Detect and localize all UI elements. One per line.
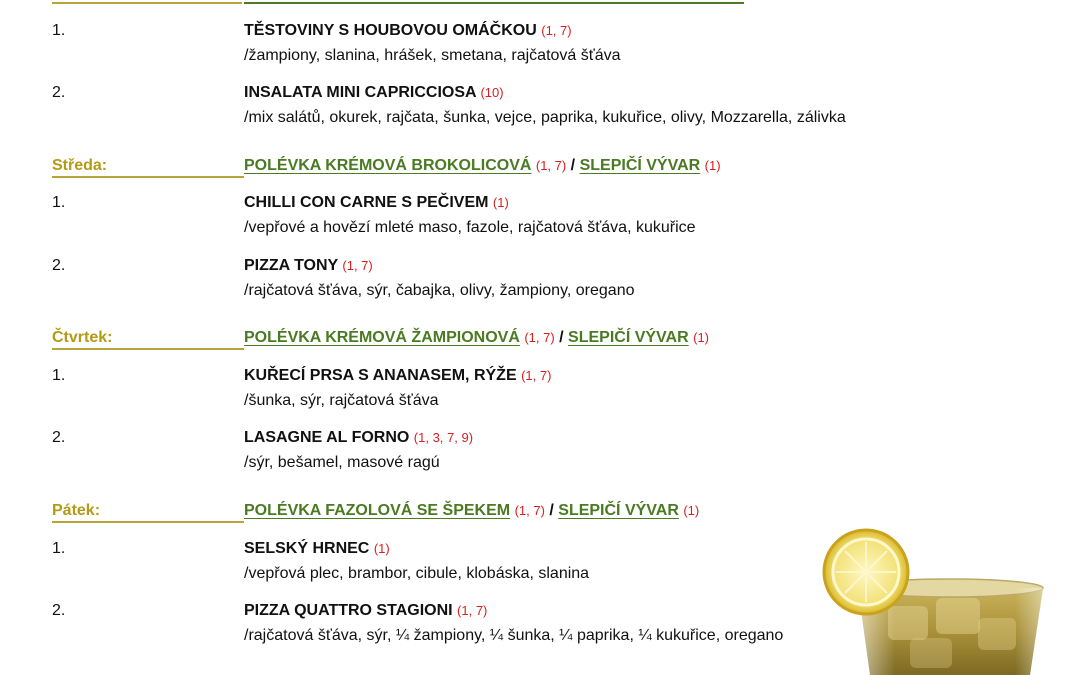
- soup-underline: [244, 2, 744, 4]
- item-number: 1.: [52, 367, 66, 384]
- day-header-patek: [0, 502, 900, 524]
- allergen-codes: (1): [492, 195, 509, 210]
- allergen-codes: (1, 7): [342, 258, 373, 273]
- soup-separator: /: [570, 157, 576, 174]
- soup-separator: /: [549, 502, 554, 519]
- item-number: 2.: [52, 84, 66, 101]
- allergen-codes: (1, 7): [535, 158, 567, 173]
- allergen-codes: (1): [373, 541, 390, 556]
- item-number: 2.: [52, 602, 66, 619]
- day-underline: [52, 176, 244, 178]
- day-underline: [52, 521, 244, 523]
- soup-separator: /: [559, 329, 564, 346]
- dish-name: CHILLI CON CARNE S PEČIVEM (1): [244, 194, 509, 211]
- dish-name: PIZZA TONY (1, 7): [244, 257, 373, 274]
- dish-name: LASAGNE AL FORNO (1, 3, 7, 9): [244, 429, 474, 446]
- dish-name: INSALATA MINI CAPRICCIOSA (10): [244, 84, 504, 101]
- day-label: Čtvrtek:: [52, 329, 113, 346]
- item-number: 2.: [52, 257, 66, 274]
- item-number: 2.: [52, 429, 66, 446]
- soup-name: SLEPIČÍ VÝVAR: [579, 157, 701, 174]
- dish-name: KUŘECÍ PRSA S ANANASEM, RÝŽE (1, 7): [244, 367, 552, 384]
- previous-day-header-cutoff: [0, 0, 760, 6]
- dish-name: TĚSTOVINY S HOUBOVOU OMÁČKOU (1, 7): [244, 22, 572, 39]
- soup-name: POLÉVKA KRÉMOVÁ BROKOLICOVÁ: [244, 157, 532, 174]
- soup-name: POLÉVKA KRÉMOVÁ ŽAMPIONOVÁ: [244, 329, 520, 346]
- allergen-codes: (1, 7): [514, 503, 545, 518]
- item-number: 1.: [52, 194, 66, 211]
- day-header-ctvrtek: [0, 329, 900, 351]
- day-header-streda: [0, 157, 900, 179]
- day-label: Pátek:: [52, 502, 101, 519]
- dish-description: /vepřové a hovězí mleté maso, fazole, rajčatová šťáva, kukuřice: [244, 219, 696, 236]
- allergen-codes: (10): [480, 85, 504, 100]
- day-underline: [52, 348, 244, 350]
- day-label: Středa:: [52, 157, 108, 174]
- item-number: 1.: [52, 540, 66, 557]
- dish-description: /šunka, sýr, rajčatová šťáva: [244, 392, 439, 409]
- allergen-codes: (1, 7): [457, 603, 488, 618]
- dish-name: SELSKÝ HRNEC (1): [244, 540, 390, 557]
- allergen-codes: (1): [704, 158, 721, 173]
- iced-tea-glass-icon: [818, 526, 1080, 675]
- dish-description: /rajčatová šťáva, sýr, ¼ žampiony, ¼ šunka, ¼ paprika, ¼ kukuřice, oregano: [244, 627, 784, 644]
- dish-description: /žampiony, slanina, hrášek, smetana, rajčatová šťáva: [244, 47, 621, 64]
- soup-name: SLEPIČÍ VÝVAR: [558, 502, 679, 519]
- item-number: 1.: [52, 22, 66, 39]
- dish-description: /sýr, bešamel, masové ragú: [244, 454, 440, 471]
- allergen-codes: (1): [693, 330, 709, 345]
- soup-of-the-day: [244, 502, 699, 520]
- allergen-codes: (1, 3, 7, 9): [413, 430, 474, 445]
- dish-description: /vepřová plec, brambor, cibule, klobáska, slanina: [244, 565, 590, 582]
- allergen-codes: (1, 7): [524, 330, 555, 345]
- allergen-codes: (1, 7): [521, 368, 552, 383]
- soup-name: SLEPIČÍ VÝVAR: [568, 329, 689, 346]
- day-underline: [52, 2, 242, 4]
- soup-name: POLÉVKA FAZOLOVÁ SE ŠPEKEM: [244, 502, 511, 519]
- allergen-codes: (1, 7): [541, 23, 572, 38]
- allergen-codes: (1): [683, 503, 700, 518]
- dish-description: /rajčatová šťáva, sýr, čabajka, olivy, žampiony, oregano: [244, 282, 635, 299]
- soup-of-the-day: [244, 329, 709, 347]
- dish-description: /mix salátů, okurek, rajčata, šunka, vejce, paprika, kukuřice, olivy, Mozzarella, zálivka: [244, 109, 846, 126]
- soup-of-the-day: [244, 157, 721, 175]
- dish-name: PIZZA QUATTRO STAGIONI (1, 7): [244, 602, 488, 619]
